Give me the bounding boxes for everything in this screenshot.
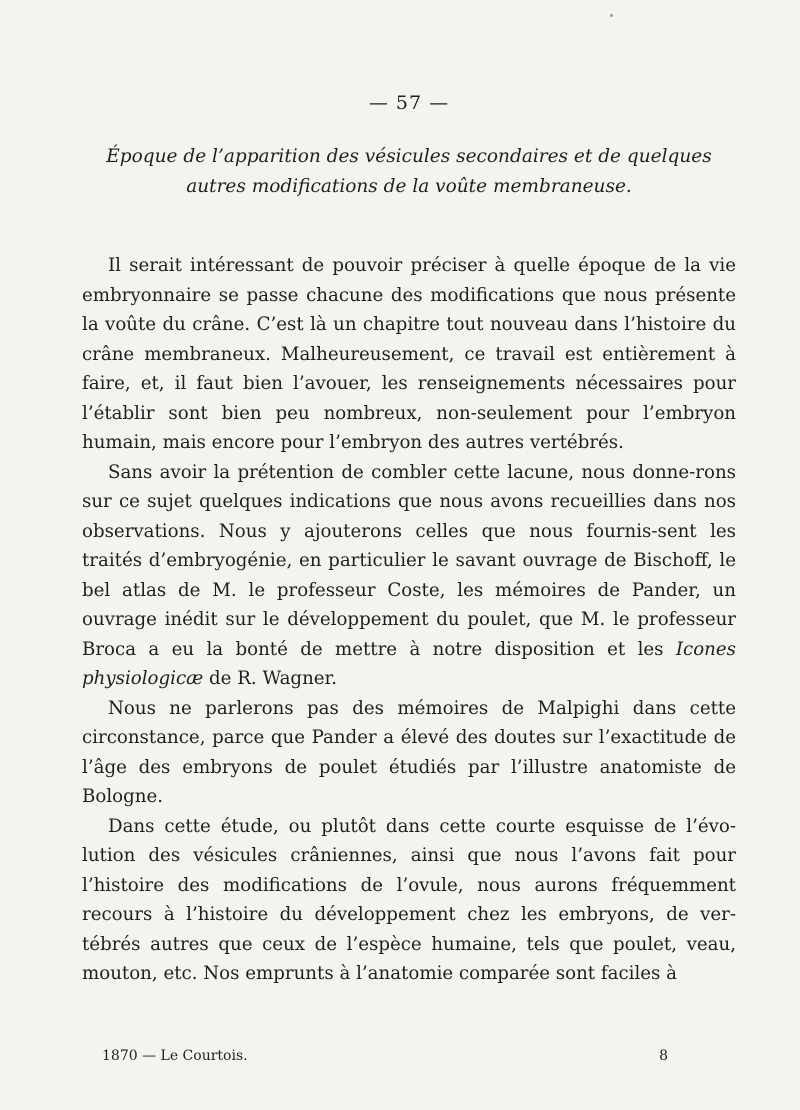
paragraph-3: Nous ne parlerons pas des mémoires de Malpighi dans cette circonstance, parce que Pander a élevé des doutes sur l’exactitude de l’âge des embryons de poulet étudiés par l’illustre anatomiste de Bologne. (82, 697, 736, 807)
document-page (82, 0, 736, 1110)
section-title-line-1: Époque de l’apparition des vésicules secondaires et de quelques (106, 146, 712, 167)
footer-sheet-number: 8 (659, 1048, 668, 1064)
paragraph-4: Dans cette étude, ou plutôt dans cette courte esquisse de l’évo-lution des vésicules crâniennes, ainsi que nous l’avons fait pour l’histoire des modifications de l’ovule, nous aurons fréquemment recours à l’histoire du développement chez les embryons, de ver-tébrés autres que ceux de l’espèce humaine, tels que poulet, veau, mouton, etc. Nos emprunts à l’anatomie comparée sont faciles à (82, 815, 736, 984)
section-title (82, 142, 736, 202)
paper-speck (610, 14, 613, 17)
paragraph-1: Il serait intéressant de pouvoir préciser à quelle époque de la vie embryonnaire se passe chacune des modifications que nous présente la voûte du crâne. C’est là un chapitre tout nouveau dans l’histoire du crâne membraneux. Malheureusement, ce travail est entièrement à faire, et, il faut bien l’avouer, les renseignements nécessaires pour l’établir sont bien peu nombreux, non-seulement pour l’embryon humain, mais encore pour l’embryon des autres vertébrés. (82, 255, 736, 453)
footer-author: 1870 — Le Courtois. (102, 1048, 248, 1064)
page-number: — 57 — (368, 92, 450, 114)
paragraph-2-text: Sans avoir la prétention de combler cette lacune, nous donne-rons sur ce sujet quelques indications que nous avons recueillies dans nos observations. Nous y ajouterons celles que nous fournis-sent les traités d’embryogénie, en particulier le savant ouvrage de Bischoff, le bel atlas de M. le professeur Coste, les mémoires de Pander, un ouvrage inédit sur le développement du poulet, que M. le professeur Broca a eu la bonté de mettre à notre disposition et les (82, 461, 736, 660)
body-text (82, 251, 736, 989)
icones-title: Icones physiologicæ (82, 638, 736, 689)
section-title-line-2: autres modifications de la voûte membraneuse. (186, 176, 632, 197)
paragraph-2 (82, 458, 736, 694)
paragraph-2-tail: de R. Wagner. (203, 668, 338, 689)
footer-signature (102, 1048, 668, 1064)
